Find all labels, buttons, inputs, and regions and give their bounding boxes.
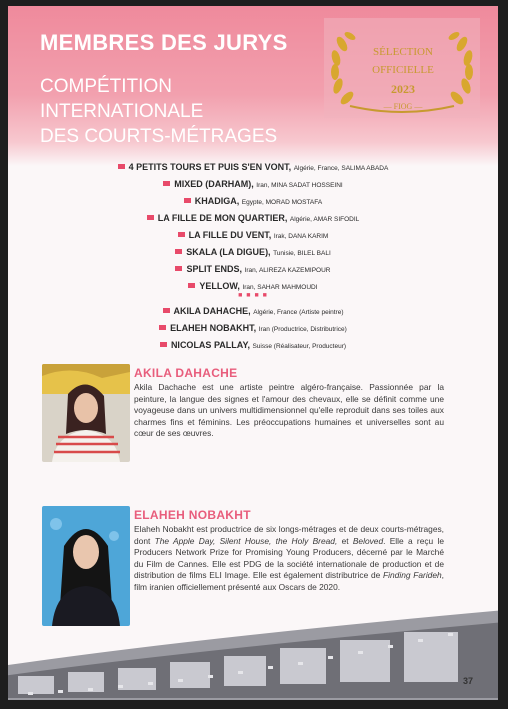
- film-entry: MIXED (DARHAM), Iran, MINA SADAT HOSSEINI: [8, 179, 498, 189]
- badge-year: 2023: [391, 82, 415, 96]
- portrait-akila-icon: [42, 364, 130, 462]
- film-entry: LA FILLE DE MON QUARTIER, Algérie, AMAR SIFODIL: [8, 213, 498, 223]
- bio-name: ELAHEH NOBAKHT: [134, 508, 251, 522]
- film-entry: YELLOW, Iran, SAHAR MAHMOUDI: [8, 281, 498, 291]
- divider-icon: ■ ■ ■ ■: [238, 292, 268, 299]
- bio-text: Elaheh Nobakht est productrice de six longs-métrages et de deux courts-métrages, dont The Apple Day, Silent House, the Holy Bread, et Beloved. Elle a reçu le Producers Network Prize for Promising Young Producers, décerné par le Marché du Film de Cannes. Elle est PDG de la société internationale de production et de distribution de films ELI Image. Elle est également distributrice de Finding Farideh, film iranien officiellement présenté aux Oscars de 2020.: [134, 524, 445, 592]
- badge-bottom: — FIOG —: [383, 102, 423, 111]
- jury-entry: AKILA DAHACHE, Algérie, France (Artiste peintre): [8, 306, 498, 316]
- bio-name: AKILA DAHACHE: [134, 366, 238, 380]
- official-selection-badge: [320, 14, 484, 122]
- film-entry: KHADIGA, Egypte, MORAD MOSTAFA: [8, 196, 498, 206]
- film-entry: SPLIT ENDS, Iran, ALIREZA KAZEMIPOUR: [8, 264, 498, 274]
- film-entry: LA FILLE DU VENT, Irak, DANA KARIM: [8, 230, 498, 240]
- film-entry: 4 PETITS TOURS ET PUIS S'EN VONT, Algérie, France, SALIMA ABADA: [8, 162, 498, 172]
- film-strip-icon: [8, 598, 498, 700]
- brochure-page: [8, 6, 498, 700]
- page-title: MEMBRES DES JURYS: [40, 30, 288, 55]
- badge-line-2: OFFICIELLE: [372, 64, 434, 76]
- portrait-photo: [42, 364, 130, 462]
- bio-text: Akila Dachache est une artiste peintre algéro-française. Passionnée par la peinture, la langue des signes et l'amour des chevaux, elle se définit comme une voyageuse dans un univers multidimensionnel qu'elle reproduit dans ses toiles aux charmes fins et féminins. Les préoccupations humaines et universelles sont au cœur de ses œuvres.: [134, 382, 444, 439]
- film-entry: SKALA (LA DIGUE), Tunisie, BILEL BALI: [8, 247, 498, 257]
- badge-line-1: SÉLECTION: [373, 46, 433, 58]
- page-subtitle: COMPÉTITION INTERNATIONALE DES COURTS-MÉTRAGES: [40, 76, 278, 147]
- page-number: 37: [463, 676, 474, 686]
- jury-entry: NICOLAS PALLAY, Suisse (Réalisateur, Producteur): [8, 340, 498, 350]
- jury-entry: ELAHEH NOBAKHT, Iran (Productrice, Distributrice): [8, 323, 498, 333]
